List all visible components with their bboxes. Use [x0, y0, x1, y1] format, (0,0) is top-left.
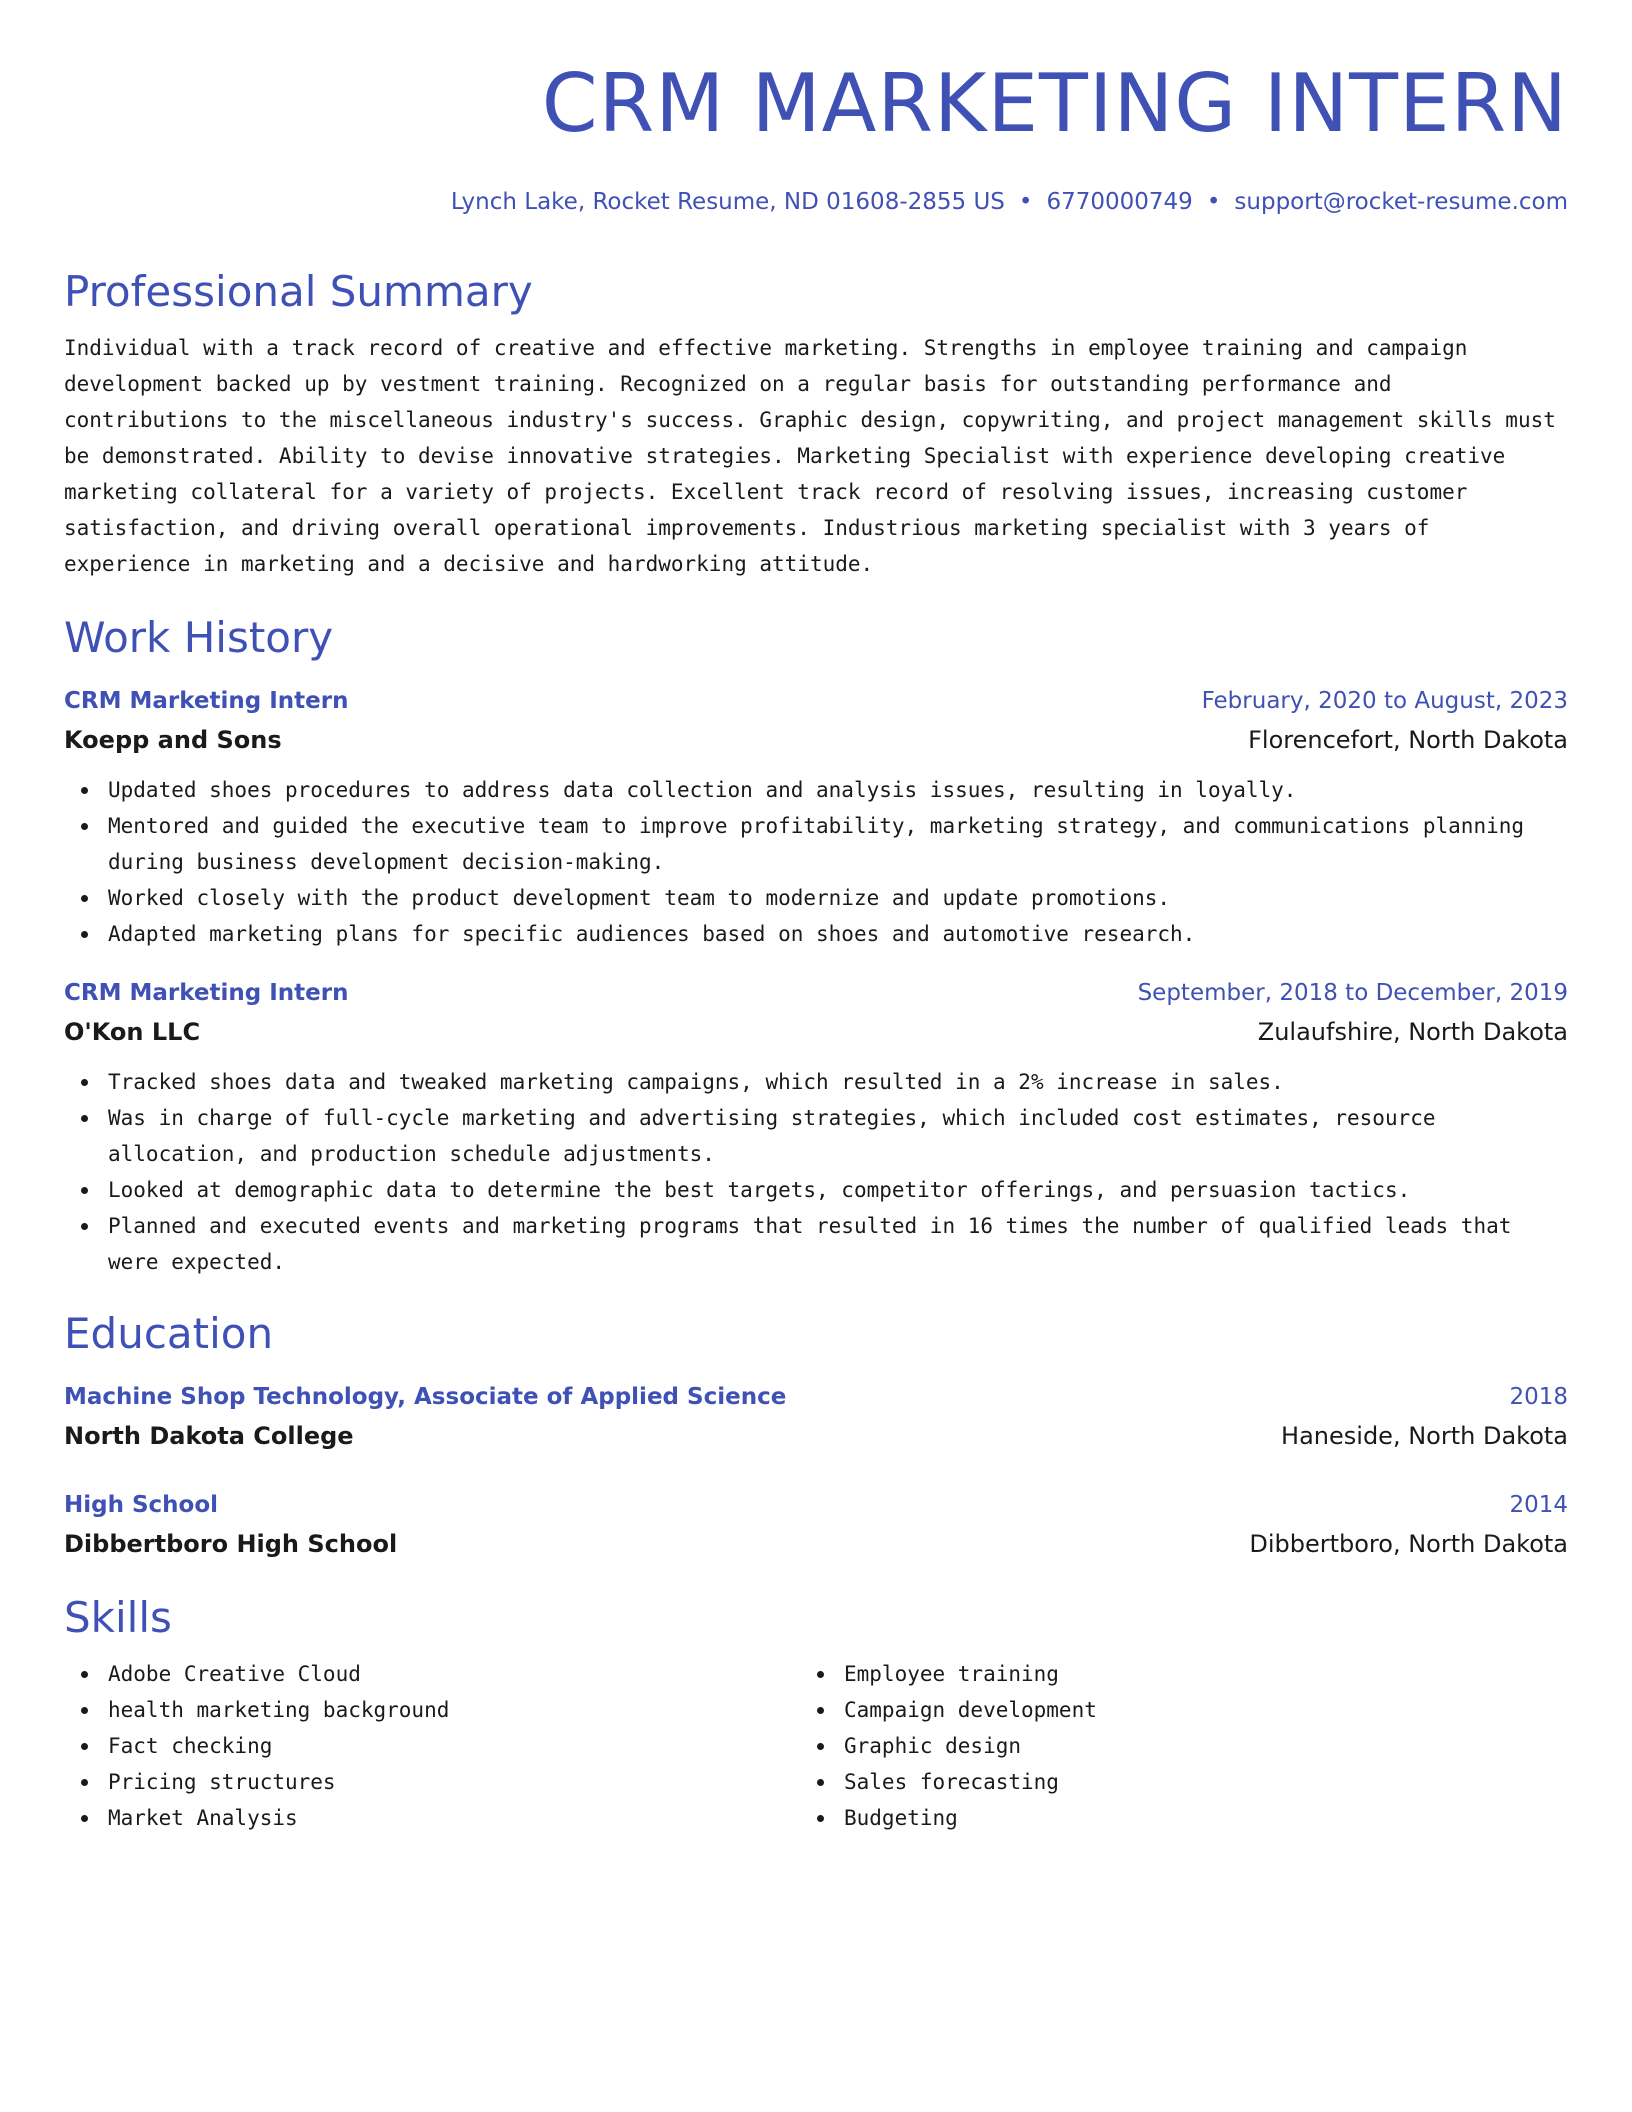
job-role: CRM Marketing Intern	[64, 688, 349, 714]
education-location: Dibbertboro, North Dakota	[1249, 1530, 1568, 1558]
job-bullet: Updated shoes procedures to address data collection and analysis issues, resulting in loyally.	[64, 772, 1568, 808]
job-company: O'Kon LLC	[64, 1018, 201, 1046]
contact-email: support@rocket-resume.com	[1234, 189, 1568, 215]
job-company: Koepp and Sons	[64, 726, 282, 754]
skills-list-right	[800, 1656, 1568, 1836]
education-year: 2014	[1509, 1492, 1568, 1518]
education-school: North Dakota College	[64, 1422, 354, 1450]
education-degree: Machine Shop Technology, Associate of Applied Science	[64, 1384, 787, 1410]
education-heading: Education	[64, 1309, 274, 1358]
job-dates: February, 2020 to August, 2023	[1201, 688, 1568, 714]
job-location: Zulaufshire, North Dakota	[1257, 1018, 1568, 1046]
contact-line	[64, 186, 1568, 218]
job-role: CRM Marketing Intern	[64, 980, 349, 1006]
job-bullet-list	[64, 772, 1568, 952]
contact-phone: 6770000749	[1046, 189, 1193, 215]
skills-columns	[64, 1656, 1568, 1836]
education-school: Dibbertboro High School	[64, 1530, 398, 1558]
job-entry	[64, 974, 1568, 1280]
contact-separator: •	[1018, 189, 1033, 215]
skill-item: Budgeting	[800, 1800, 1568, 1836]
skill-item: Fact checking	[64, 1728, 800, 1764]
job-bullet-list	[64, 1064, 1568, 1280]
skill-item: Campaign development	[800, 1692, 1568, 1728]
job-dates: September, 2018 to December, 2019	[1137, 980, 1568, 1006]
work-history-heading: Work History	[64, 613, 334, 662]
skill-item: Sales forecasting	[800, 1764, 1568, 1800]
job-bullet: Mentored and guided the executive team to improve profitability, marketing strategy, and communications planning during business development decision-making.	[64, 808, 1568, 880]
job-bullet: Tracked shoes data and tweaked marketing campaigns, which resulted in a 2% increase in sales.	[64, 1064, 1568, 1100]
education-entry	[64, 1486, 1568, 1564]
skill-item: Market Analysis	[64, 1800, 800, 1836]
summary-text: Individual with a track record of creative and effective marketing. Strengths in employee training and campaign development backed up by vestment training. Recognized on a regular basis for outstanding performance and contributions to the miscellaneous industry's success. Graphic design, copywriting, and project management skills must be demonstrated. Ability to devise innovative strategies. Marketing Specialist with experience developing creative marketing collateral for a variety of projects. Excellent track record of resolving issues, increasing customer satisfaction, and driving overall operational improvements. Industrious marketing specialist with 3 years of experience in marketing and a decisive and hardworking attitude.	[64, 336, 1556, 576]
job-location: Florencefort, North Dakota	[1248, 726, 1568, 754]
skills-heading: Skills	[64, 1593, 172, 1642]
job-entry	[64, 682, 1568, 952]
summary-heading: Professional Summary	[64, 267, 533, 316]
education-entry	[64, 1378, 1568, 1456]
skill-item: Graphic design	[800, 1728, 1568, 1764]
skill-item: health marketing background	[64, 1692, 800, 1728]
job-bullet: Planned and executed events and marketing programs that resulted in 16 times the number of qualified leads that were expected.	[64, 1208, 1568, 1280]
job-bullet: Worked closely with the product development team to modernize and update promotions.	[64, 880, 1568, 916]
skills-list-left	[64, 1656, 800, 1836]
contact-address: Lynch Lake, Rocket Resume, ND 01608-2855 US	[450, 189, 1005, 215]
job-bullet: Adapted marketing plans for specific audiences based on shoes and automotive research.	[64, 916, 1568, 952]
job-bullet: Was in charge of full-cycle marketing and advertising strategies, which included cost estimates, resource allocation, and production schedule adjustments.	[64, 1100, 1568, 1172]
skill-item: Employee training	[800, 1656, 1568, 1692]
education-location: Haneside, North Dakota	[1281, 1422, 1568, 1450]
contact-separator: •	[1206, 189, 1221, 215]
education-degree: High School	[64, 1492, 219, 1518]
education-year: 2018	[1509, 1384, 1568, 1410]
skill-item: Adobe Creative Cloud	[64, 1656, 800, 1692]
job-bullet: Looked at demographic data to determine the best targets, competitor offerings, and persuasion tactics.	[64, 1172, 1568, 1208]
skill-item: Pricing structures	[64, 1764, 800, 1800]
resume-name-title: CRM MARKETING INTERN	[541, 57, 1568, 150]
